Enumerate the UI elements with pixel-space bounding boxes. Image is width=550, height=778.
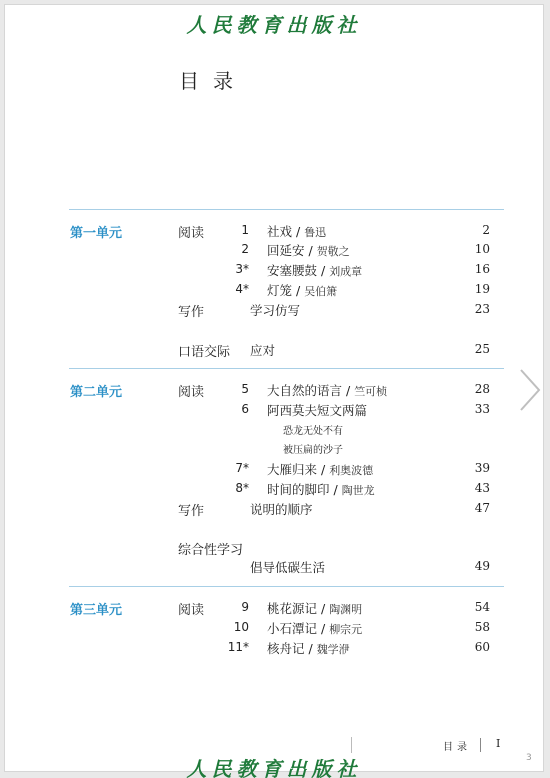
lesson-title[interactable]: 大雁归来 / 利奥波德 (267, 462, 374, 477)
publisher-logo-bottom: 人民教育出版社 (186, 757, 362, 778)
lesson-title[interactable]: 倡导低碳生活 (250, 560, 326, 575)
page-number: 47 (474, 501, 490, 515)
lesson-title[interactable]: 桃花源记 / 陶渊明 (267, 601, 363, 616)
page-title: 目录 (179, 69, 247, 93)
page-number: 60 (474, 640, 490, 654)
page-number: 16 (474, 262, 490, 276)
lesson-title[interactable]: 时间的脚印 / 陶世龙 (267, 482, 375, 497)
lesson-title[interactable]: 核舟记 / 魏学洢 (267, 641, 350, 656)
category-label: 写作 (178, 504, 205, 519)
document-page (4, 4, 544, 778)
lesson-number: 3* (235, 262, 249, 276)
page-badge: 3 (526, 753, 532, 763)
category-label: 阅读 (178, 226, 205, 241)
unit-heading: 第二单元 (70, 385, 123, 400)
lesson-title[interactable]: 社戏 / 鲁迅 (267, 224, 327, 239)
section-divider (69, 368, 504, 369)
category-label: 阅读 (178, 385, 205, 400)
page-number: 23 (474, 302, 490, 316)
page-number: 49 (474, 559, 490, 573)
lesson-number: 8* (235, 481, 249, 495)
category-label: 综合性学习 (178, 543, 244, 558)
footer-separator (480, 738, 481, 752)
page-number: 2 (482, 223, 490, 237)
lesson-number: 6 (241, 402, 249, 416)
page-number: 58 (474, 620, 490, 634)
page-number: 25 (474, 342, 490, 356)
lesson-title[interactable]: 大自然的语言 / 竺可桢 (267, 383, 388, 398)
page-number: 39 (474, 461, 490, 475)
lesson-title[interactable]: 小石潭记 / 柳宗元 (267, 621, 363, 636)
category-label: 口语交际 (178, 345, 231, 360)
lesson-number: 7* (235, 461, 249, 475)
footer-page-number: I (496, 737, 501, 750)
lesson-title[interactable]: 安塞腰鼓 / 刘成章 (267, 263, 363, 278)
page-number: 10 (474, 242, 490, 256)
sub-article-title[interactable]: 被压扁的沙子 (283, 445, 343, 456)
lesson-title[interactable]: 灯笼 / 吴伯箫 (267, 283, 338, 298)
lesson-title[interactable]: 学习仿写 (250, 303, 301, 318)
footer-divider (351, 737, 352, 753)
chevron-right-icon[interactable] (518, 368, 542, 412)
category-label: 写作 (178, 305, 205, 320)
lesson-title[interactable]: 应对 (250, 343, 276, 358)
lesson-number: 10 (233, 620, 249, 634)
footer-label: 目录 (443, 742, 471, 753)
lesson-number: 9 (241, 600, 249, 614)
page-number: 54 (474, 600, 490, 614)
lesson-number: 2 (241, 242, 249, 256)
sub-article-title[interactable]: 恐龙无处不有 (283, 426, 343, 437)
lesson-title[interactable]: 说明的顺序 (250, 502, 313, 517)
page-number: 28 (474, 382, 490, 396)
lesson-number: 4* (235, 282, 249, 296)
lesson-number: 5 (241, 382, 249, 396)
lesson-title[interactable]: 回延安 / 贺敬之 (267, 243, 350, 258)
page-number: 33 (474, 402, 490, 416)
unit-heading: 第三单元 (70, 603, 123, 618)
unit-heading: 第一单元 (70, 226, 123, 241)
lesson-number: 1 (241, 223, 249, 237)
section-divider (69, 586, 504, 587)
page-number: 19 (474, 282, 490, 296)
publisher-logo-top: 人民教育出版社 (186, 13, 362, 37)
category-label: 阅读 (178, 603, 205, 618)
section-divider (69, 209, 504, 210)
page-number: 43 (474, 481, 490, 495)
lesson-title[interactable]: 阿西莫夫短文两篇 (267, 403, 368, 418)
lesson-number: 11* (227, 640, 249, 654)
